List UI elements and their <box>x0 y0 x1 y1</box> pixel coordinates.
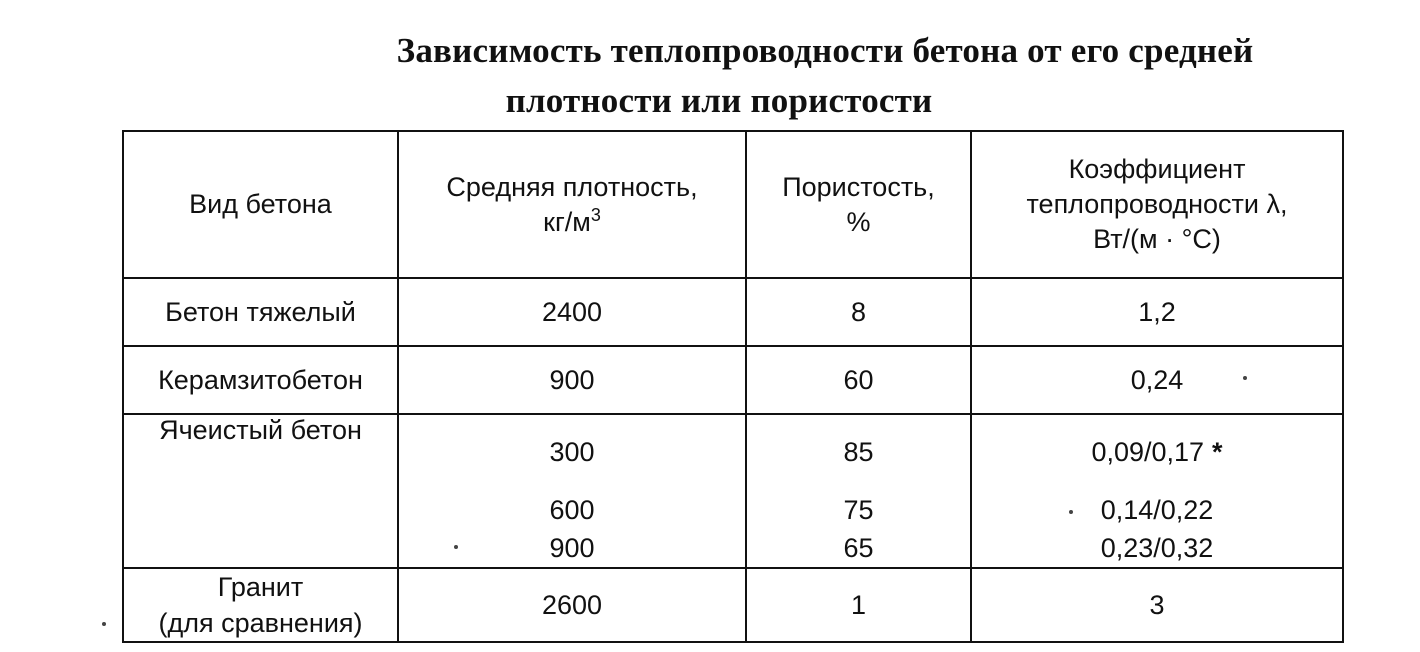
header-conductivity-line2: теплопроводности λ, <box>1026 189 1288 219</box>
row-granite-conductivity: 3 <box>971 568 1343 642</box>
row-cellular-conductivity <box>971 414 1343 568</box>
footnote-asterisk: * <box>1212 437 1223 467</box>
page-title <box>0 26 1420 126</box>
row-keramzit-porosity: 60 <box>746 346 971 414</box>
header-porosity <box>746 131 971 278</box>
cellular-conductivity-1 <box>1091 435 1222 469</box>
header-concrete-type-label: Вид бетона <box>189 189 332 219</box>
row-heavy-concrete-porosity: 8 <box>746 278 971 346</box>
row-heavy-concrete-type: Бетон тяжелый <box>123 278 398 346</box>
row-cellular-porosity <box>746 414 971 568</box>
cellular-conductivity-3: 0,23/0,32 <box>1100 533 1214 563</box>
header-concrete-type <box>123 131 398 278</box>
table-row <box>123 568 1343 642</box>
header-porosity-line1: Пористость, <box>782 171 935 202</box>
header-density-sup: 3 <box>590 204 601 225</box>
row-granite-type-line2: (для сравнения) <box>158 608 363 638</box>
cellular-conductivity-2: 0,14/0,22 <box>1100 495 1214 525</box>
title-line-2: плотности или пористости <box>505 81 933 120</box>
row-granite-porosity: 1 <box>746 568 971 642</box>
cellular-density-1: 300 <box>549 437 595 467</box>
concrete-conductivity-table <box>122 130 1344 643</box>
cellular-density-3: 900 <box>549 533 595 563</box>
row-heavy-concrete-conductivity: 1,2 <box>971 278 1343 346</box>
row-keramzit-type: Керамзитобетон <box>123 346 398 414</box>
header-density-line2: кг/м <box>543 206 591 237</box>
cellular-porosity-2: 75 <box>843 495 874 525</box>
table-row <box>123 346 1343 414</box>
header-density-line1: Средняя плотность, <box>446 171 698 202</box>
row-keramzit-conductivity: 0,24 <box>971 346 1343 414</box>
table-row <box>123 414 1343 568</box>
row-keramzit-density: 900 <box>398 346 746 414</box>
cellular-density-2: 600 <box>549 495 595 525</box>
table-header-row <box>123 131 1343 278</box>
header-porosity-line2: % <box>846 206 871 237</box>
cellular-porosity-3: 65 <box>843 533 874 563</box>
scan-speck <box>1243 376 1247 380</box>
header-conductivity-line1: Коэффициент <box>1068 154 1246 184</box>
row-granite-type <box>123 568 398 642</box>
cellular-porosity-1: 85 <box>843 437 874 467</box>
header-conductivity <box>971 131 1343 278</box>
cellular-conductivity-1-value: 0,09/0,17 <box>1091 437 1205 467</box>
row-granite-type-line1: Гранит <box>217 572 304 602</box>
table-row <box>123 278 1343 346</box>
row-granite-density: 2600 <box>398 568 746 642</box>
header-conductivity-line3: Вт/(м · °С) <box>1093 224 1221 254</box>
scan-speck <box>454 545 458 549</box>
scan-speck <box>102 622 106 626</box>
title-line-1: Зависимость теплопроводности бетона от его средней <box>396 31 1254 70</box>
row-heavy-concrete-density: 2400 <box>398 278 746 346</box>
row-cellular-type: Ячеистый бетон <box>123 414 398 568</box>
scan-speck <box>1069 510 1073 514</box>
row-cellular-density <box>398 414 746 568</box>
header-density <box>398 131 746 278</box>
